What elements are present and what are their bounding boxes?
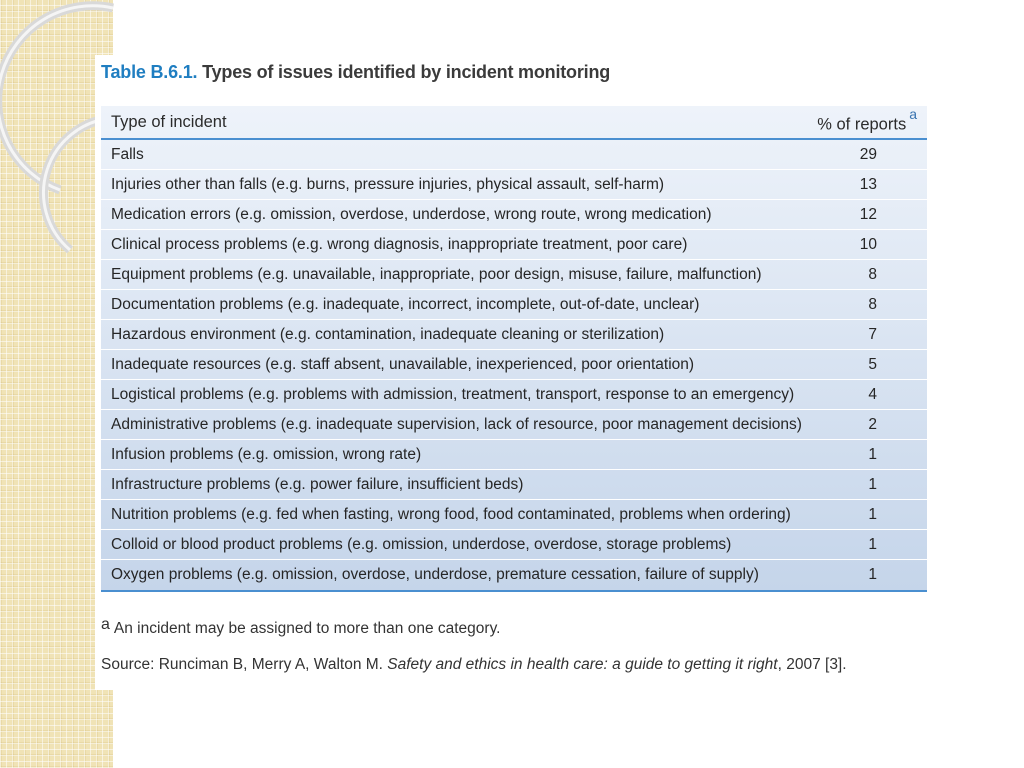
footnote	[101, 616, 501, 638]
percent-of-reports-cell: 7	[868, 325, 877, 343]
percent-of-reports-cell: 1	[868, 445, 877, 463]
incident-type-cell: Documentation problems (e.g. inadequate, incorrect, incomplete, out-of-date, unclear)	[111, 295, 700, 313]
table-header-row	[101, 106, 927, 140]
percent-of-reports-cell: 12	[859, 205, 877, 223]
incident-type-cell: Nutrition problems (e.g. fed when fasting, wrong food, food contaminated, problems when ordering)	[111, 505, 791, 523]
header-percent-of-reports	[817, 105, 917, 135]
percent-of-reports-cell: 13	[859, 175, 877, 193]
incident-type-cell: Medication errors (e.g. omission, overdose, underdose, wrong route, wrong medication)	[111, 205, 712, 223]
table-row	[101, 290, 927, 320]
incident-type-cell: Colloid or blood product problems (e.g. omission, underdose, overdose, storage problems)	[111, 535, 732, 553]
table-body	[101, 140, 927, 590]
source-title: Safety and ethics in health care: a guide to getting it right	[387, 656, 778, 673]
incident-table	[101, 106, 927, 592]
incident-type-cell: Logistical problems (e.g. problems with admission, treatment, transport, response to an emergency)	[111, 385, 795, 403]
table-row	[101, 560, 927, 590]
incident-type-cell: Infusion problems (e.g. omission, wrong rate)	[111, 445, 422, 463]
footnote-mark: a	[101, 616, 110, 633]
table-row	[101, 260, 927, 290]
percent-of-reports-cell: 1	[868, 535, 877, 553]
incident-type-cell: Hazardous environment (e.g. contamination, inadequate cleaning or sterilization)	[111, 325, 665, 343]
percent-of-reports-cell: 1	[868, 475, 877, 493]
table-row	[101, 530, 927, 560]
percent-of-reports-cell: 5	[868, 355, 877, 373]
table-row	[101, 380, 927, 410]
table-title	[101, 62, 610, 83]
percent-of-reports-cell: 8	[868, 295, 877, 313]
header-footnote-mark: a	[909, 105, 917, 122]
percent-of-reports-cell: 1	[868, 505, 877, 523]
table-row	[101, 140, 927, 170]
incident-type-cell: Equipment problems (e.g. unavailable, inappropriate, poor design, misuse, failure, malfunction)	[111, 265, 762, 283]
table-row	[101, 320, 927, 350]
table-row	[101, 440, 927, 470]
header-percent-label: % of reports	[817, 115, 907, 134]
incident-type-cell: Clinical process problems (e.g. wrong diagnosis, inappropriate treatment, poor care)	[111, 235, 688, 253]
percent-of-reports-cell: 2	[868, 415, 877, 433]
source-suffix: , 2007 [3].	[777, 656, 847, 673]
footnote-text: An incident may be assigned to more than one category.	[113, 620, 501, 637]
header-type-of-incident: Type of incident	[111, 112, 227, 131]
percent-of-reports-cell: 10	[859, 235, 877, 253]
table-row	[101, 200, 927, 230]
table-row	[101, 470, 927, 500]
table-row	[101, 410, 927, 440]
table-row	[101, 170, 927, 200]
percent-of-reports-cell: 29	[859, 145, 877, 163]
incident-type-cell: Infrastructure problems (e.g. power failure, insufficient beds)	[111, 475, 524, 493]
table-label: Table B.6.1.	[101, 62, 198, 82]
incident-type-cell: Injuries other than falls (e.g. burns, pressure injuries, physical assault, self-harm)	[111, 175, 665, 193]
percent-of-reports-cell: 4	[868, 385, 877, 403]
source-prefix: Source: Runciman B, Merry A, Walton M.	[101, 656, 388, 673]
incident-type-cell: Administrative problems (e.g. inadequate supervision, lack of resource, poor management decisions)	[111, 415, 802, 433]
incident-type-cell: Oxygen problems (e.g. omission, overdose, underdose, premature cessation, failure of supply)	[111, 566, 759, 583]
table-row	[101, 500, 927, 530]
table-row	[101, 350, 927, 380]
percent-of-reports-cell: 1	[868, 566, 877, 583]
table-title-text: Types of issues identified by incident monitoring	[202, 62, 611, 82]
table-row	[101, 230, 927, 260]
percent-of-reports-cell: 8	[868, 265, 877, 283]
source-citation	[101, 656, 847, 674]
incident-type-cell: Inadequate resources (e.g. staff absent, unavailable, inexperienced, poor orientation)	[111, 355, 695, 373]
incident-type-cell: Falls	[111, 145, 144, 163]
